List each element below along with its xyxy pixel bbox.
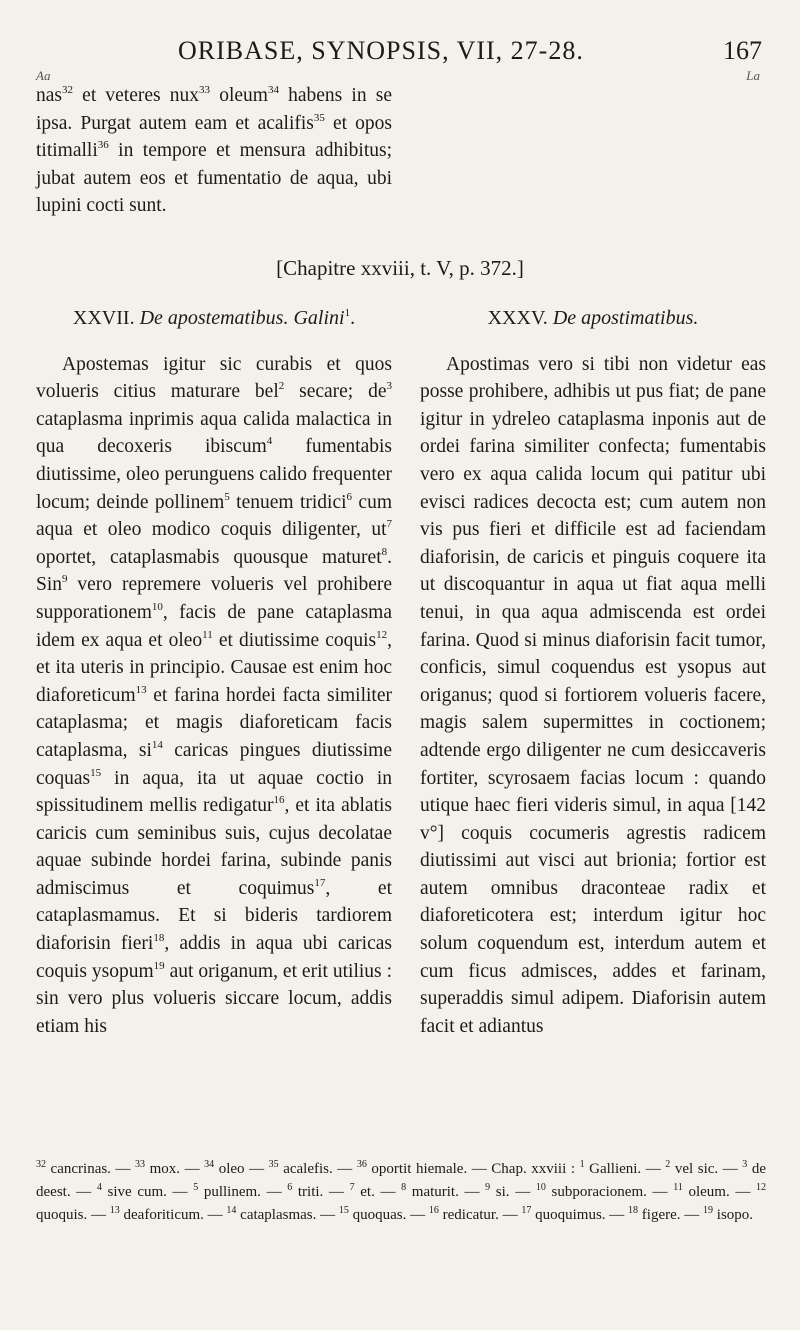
text-run: in aqua, ita ut aquae coctio in spissitudinem mellis redigatur (36, 767, 392, 817)
footnote-mark: 15 (338, 1205, 349, 1216)
footnote-mark: 1 (579, 1159, 585, 1170)
footnote-mark: 35 (268, 1159, 279, 1170)
text-run: , et ita ablatis caricis cum seminibus suis, cujus decolatae aquae subinde hordei farina, subinde panis admiscimus et coquimus (36, 795, 392, 899)
footnote-mark: 3 (386, 380, 392, 393)
section-title-end: . (350, 307, 356, 329)
footnote-mark: 7 (349, 1182, 355, 1193)
text-run: Apostimas vero si tibi non videtur eas posse prohibere, adhibis ut pus fiat; de pane igitur in ydreleo cataplasma inponis aut de ordei farina similiter confecta; fumentabis vero ex aqua calida locum qui patitur ubi evisci radices decocta est; cum autem non vis pus fieri et difficile est ad faciendam diaforisin, de caricis et pinguis coquere ita ut discoquantur in aqua ut fiat aqua melli tenui, in qua aqua admiscenda est ordei farina. Quod si minus diaforisin facit tumor, conficis, simul coquendus est ysopus aut origanus; quod si fortiorem volueris facere, magis salem supermittes in coctionem; adtende ergo diligenter ne cum desiccaveris fortiter, scyrosaem facias locum : quando utique haec fieri videris simul, in aqua [142 v°] coquis cocumeris agrestis radicem diutissimi aut visci aut brionia; fortior est autem omnibus draconteae radix et diaforeticotera est; interdum igitur hoc solum coquendum est, interdum autem et cum ficus admisces, addes et farinam, superaddis simul adipem. Diaforisin autem facit et adiantus (420, 353, 766, 1037)
chapter-reference: [Chapitre xxviii, t. V, p. 372.] (276, 256, 524, 280)
body-paragraph-right (420, 351, 766, 1041)
footnote-mark: 33 (199, 84, 211, 96)
text-run: Gallieni. — (584, 1161, 666, 1177)
footnote-mark: 13 (109, 1205, 120, 1216)
text-run: in tempore et mensura adhibitus; jubat autem eos et fumentatio de aqua, ubi lupini cocti sunt. (36, 140, 392, 217)
text-run: cum aqua et oleo modico coquis diligenter, ut (36, 491, 393, 541)
text-run: secare; de (284, 381, 387, 403)
footnote-mark: 12 (376, 628, 388, 641)
text-run: tenuem tridici (229, 491, 347, 513)
text-run: vel sic. — (670, 1161, 743, 1177)
text-run: mox. — (145, 1161, 205, 1177)
text-run: et diutissime coquis (212, 629, 377, 651)
text-run: si. — (490, 1184, 536, 1200)
text-run: figere. — (638, 1207, 704, 1223)
footnote-mark: 14 (151, 738, 163, 751)
text-run: acalefis. — (278, 1161, 357, 1177)
footnote-mark: 6 (346, 490, 353, 503)
text-run: redicatur. — (438, 1207, 522, 1223)
footnote-mark: 34 (204, 1159, 215, 1170)
footnote-mark: 13 (135, 683, 147, 696)
footnote-mark: 32 (36, 1159, 46, 1170)
text-run: et. — (354, 1184, 402, 1200)
text-run: , addis in aqua ubi caricas coquis ysopum (36, 933, 392, 982)
text-run: fumentabis diutissime, oleo perunguens calido frequenter locum; deinde pollinem (36, 436, 392, 513)
section-number-left: XXVII. (72, 307, 135, 329)
text-run: et veteres nux (73, 85, 200, 106)
text-run: et farina hordei facta similiter cataplasma; et magis diaforeticam facis cataplasma, si (36, 684, 392, 761)
footnote-mark: 16 (273, 794, 285, 807)
manuscript-siglum-left: Aa (36, 68, 51, 83)
footnote-mark: 19 (153, 959, 165, 972)
right-column (420, 305, 766, 1040)
text-run: Apostemas igitur sic curabis et quos volueris citius maturare bel (36, 353, 392, 403)
text-run: triti. — (292, 1184, 350, 1200)
text-run: deaforiticum. — (119, 1207, 227, 1223)
footnote-mark: 8 (401, 1182, 407, 1193)
section-heading-left (36, 305, 392, 333)
footnote-mark: 18 (628, 1205, 639, 1216)
text-run: maturit. — (406, 1184, 486, 1200)
footnote-mark: 17 (314, 876, 326, 889)
footnote-mark: 12 (756, 1182, 767, 1193)
footnote-mark: 8 (381, 545, 388, 558)
section-title-left: De apostematibus. Galini (139, 307, 345, 329)
footnote-mark: 3 (742, 1159, 748, 1170)
footnote-mark: 10 (535, 1182, 546, 1193)
footnotes (36, 1158, 766, 1227)
text-run: caricas pingues diutissime coquas (36, 739, 393, 789)
text-run: , et ita uteris in principio. Causae est enim hoc diaforeticum (36, 629, 393, 706)
footnote-mark: 9 (62, 573, 68, 586)
footnote-mark: 36 (97, 139, 109, 152)
text-run: et opos titimalli (36, 112, 392, 162)
text-run: cancrinas. — (46, 1161, 136, 1177)
text-run: oportet, cataplasmabis quousque maturet (36, 546, 382, 568)
body-paragraph-left (36, 351, 392, 1041)
text-run: quoquas. — (348, 1207, 429, 1223)
text-run: oleum (210, 85, 268, 106)
text-run: cataplasma inprimis aqua calida malactica in qua decoxeris ibiscum (36, 408, 392, 458)
footnote-mark: 2 (665, 1159, 671, 1170)
footnote-mark: 10 (151, 600, 163, 613)
text-run: aut origanum, et erit utilius : sin vero plus volueris siccare locum, addis etiam his (36, 960, 392, 1037)
footnote-mark: 18 (153, 932, 165, 945)
text-run: vero repremere volueris vel prohibere supporationem (36, 574, 392, 623)
footnote-mark: 15 (90, 766, 102, 779)
continued-paragraph (36, 82, 392, 220)
text-run: sive cum. — (101, 1184, 194, 1200)
text-run: oportit hiemale. — Chap. xxviii : (366, 1161, 580, 1177)
section-number-right: XXXV. (487, 307, 548, 329)
text-run: habens in se ipsa. Purgat autem eam et acalifis (36, 85, 392, 134)
left-column (36, 305, 392, 1040)
footnote-mark: 33 (135, 1159, 146, 1170)
footnote-mark: 4 (266, 435, 273, 448)
text-run: nas (36, 85, 62, 106)
footnote-mark: 34 (267, 84, 279, 96)
manuscript-siglum-right: La (746, 68, 760, 83)
text-run: , facis de pane cataplasma idem ex aqua et oleo (36, 601, 392, 651)
text-run: cataplasmas. — (236, 1207, 339, 1223)
footnote-mark: 5 (224, 490, 230, 503)
text-run: . Sin (36, 546, 392, 596)
footnote-mark: 6 (287, 1182, 293, 1193)
text-run: isopo. (713, 1207, 754, 1223)
footnote-mark: 7 (386, 518, 392, 531)
text-run: pullinem. — (198, 1184, 288, 1200)
footnote-mark: 32 (62, 84, 73, 96)
text-run: quoquis. — (36, 1207, 110, 1223)
section-heading-right (420, 305, 766, 333)
footnote-mark: 11 (673, 1182, 683, 1193)
footnote-mark: 4 (96, 1182, 102, 1193)
running-head (0, 36, 800, 70)
text-run: , et cataplasmamus. Et si bideris tardiorem diaforisin fieri (36, 877, 392, 955)
footnote-mark: 11 (202, 628, 213, 641)
text-run: de deest. — (36, 1161, 766, 1200)
footnote-mark: 2 (278, 380, 285, 393)
footnote-mark: 9 (485, 1182, 491, 1193)
footnote-mark: 16 (428, 1205, 439, 1216)
footnote-mark: 17 (521, 1205, 532, 1216)
page-number: 167 (723, 36, 762, 65)
footnote-mark: 35 (313, 111, 325, 124)
footnote-mark: 14 (226, 1205, 237, 1216)
running-title: ORIBASE, SYNOPSIS, VII, 27-28. (178, 36, 584, 65)
text-run: oleo — (214, 1161, 269, 1177)
text-run: oleum. — (682, 1184, 757, 1200)
footnote-mark: 19 (703, 1205, 714, 1216)
footnote-mark: 36 (356, 1159, 367, 1170)
text-run: quoquimus. — (531, 1207, 629, 1223)
section-title-footnote-mark: 1 (344, 307, 351, 319)
section-title-right: De apostimatibus. (552, 307, 699, 329)
text-run: subporacionem. — (545, 1184, 674, 1200)
footnote-mark: 5 (193, 1182, 199, 1193)
